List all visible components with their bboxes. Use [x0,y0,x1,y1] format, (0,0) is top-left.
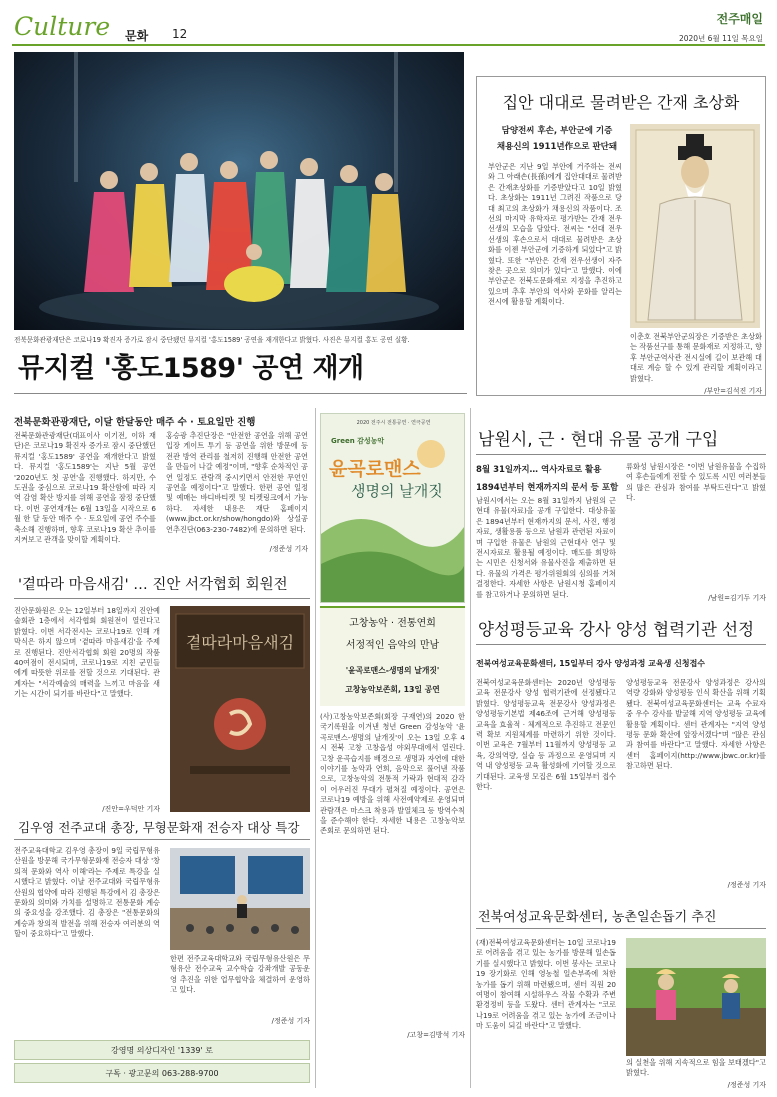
calligraphy-byline: /진안=우덕안 기자 [102,805,160,813]
divider-main-right [470,408,471,1088]
portrait-sub2: 채용신의 1911년作으로 판단돼 [496,142,618,152]
poster-subtitle: 생명의 날개짓 [351,482,443,500]
farm-caption: 의 실천을 위해 지속적으로 힘을 보태겠다"고 밝혔다. [626,1058,766,1078]
namwon-sub1: 8월 31일까지… 역사자료로 활용 [476,465,602,475]
footer-ad-1-text: 강영명 의상디자인 '1339' 로 [111,1045,213,1055]
farm-volunteer-photo [626,938,766,1056]
main-headline: 뮤지컬 '홍도1589' 공연 재개 [18,353,364,384]
promo-title2: 서정적인 음악의 만남 [345,640,440,651]
portrait-body: 부안군은 지난 9일 부안에 거주하는 전씨와 그 아래손(長孫)에게 집안대대로 물려받은 간재초상화를 기증받았다고 10일 밝혔다. 초상화는 1911년 그려진 작품으로 당대 최고의 초상화가 채용신의 작품이다. 조선의 마지막 유학자로 평가받는 간재 전우 선생의 모습을 담았다. 전씨는 "선대 전우 선생의 후손으로서 대대로 물려받은 초상화를 이젠 부안군에 기증하게 되었다"고 밝혔다. 또한 "부안은 간재 전우선생이 자주 찾은 곳으로 의미가 있다"고 말했다. 이에 부안군은 전북도문화재로 지정을 추진하고 있으며 추후 부안의 역사와 문화를 알리는 전시에 활용할 계획이다. [488,162,622,307]
svg-text:곁따라마음새김: 곁따라마음새김 [185,633,295,652]
namwon-rule [476,454,766,455]
yangsung-body-right: 양성평등교육 전문강사 양성과정은 강사의 역량 강화와 양성평등 인식 확산을 위해 기획됐다. 전북여성교육문화센터는 교육 수료자 중 우수 강사를 발굴해 지역 양성평등 교육에 활용할 계획이다. 센터 관계자는 "지역 양성평등 문화 확산에 앞장서겠다"며 "많은 관심과 참여를 바란다"고 말했다. 자세한 사항은 센터 홈페이지(http://www.jbwc.or.kr)를 참고하면 된다. [626,678,766,771]
farm-title: 전북여성교육문화센터, 농촌일손돕기 추진 [478,910,717,925]
footer-ad-1[interactable] [14,1040,310,1060]
calligraphy-title: '곁따라 마음새김' … 진안 서각협회 회원전 [18,577,288,593]
yangsung-body-left: 전북여성교육문화센터는 2020년 양성평등교육 전문강사 양성 협력기관에 선정됐다고 밝혔다. 양성평등교육 전문강사 양성과정은 양성평등기본법 제46조에 근거해 양성평등교육을 효율적 · 체계적으로 추진하고 전문인력 확보 지원체계를 마련하기 위한 것이다. 이번 교육은 7월부터 11월까지 양성평등 교육, 강의역량, 실습 등 과정으로 운영되며 지역 내 양성평등 교육 활성화에 기여할 것으로 기대된다. 교육생 모집은 6월 15일부터 접수한다. [476,678,616,792]
divider-promo-left [315,408,316,1088]
wood-carving-artwork [170,606,310,812]
footer-ad-2-text: 구독 · 광고문의 063-288-9700 [105,1068,219,1078]
farm-rule [476,928,766,929]
lecture-hall-photo [170,848,310,950]
issue-date: 2020년 6월 11일 목요일 [678,34,763,43]
yangsung-rule [476,644,766,645]
footer-ad-2[interactable] [14,1063,310,1083]
poster-label: 2020 전주시 전통공연 · 연극공연 [356,420,431,426]
farm-body: (재)전북여성교육문화센터는 10일 코로나19로 어려움을 겪고 있는 농가를 방문해 일손돕기를 실시했다고 밝혔다. 이번 봉사는 코로나19 장기화로 인해 영농철 일손부족에 처한 농가를 돕기 위해 마련됐으며, 센터 직원 20여명이 참여해 시설하우스 작물 수확과 주변 환경정비 등을 도왔다. 센터 관계자는 "코로나19로 어려움을 겪고 있는 농가에 조금이나마 도움이 되길 바란다"고 말했다. [476,938,616,1031]
poster-title: 윤곡로맨스 [329,458,421,480]
promo-title1: 고창농악 · 전통연희 [349,618,436,629]
main-subtitle: 전북문화관광재단, 이달 한달동안 매주 수 · 토요일만 진행 [14,417,256,428]
calligraphy-rule [14,598,310,599]
promo-sub2: 고창농악보존회, 13일 공연 [345,685,440,694]
portrait-caption: 이춘호 전북부안군의장은 기증받은 초상화는 작품선구를 통해 문화재로 지정하고, 향후 부안군역사관 전시실에 길이 보관해 대대로 계승 할 수 있게 관리할 계획이라고 밝혔다. [630,332,762,383]
main-body-right: 홍승광 추진단장은 "안전한 공연을 위해 공연 입장 게이트 투기 등 공연을 위한 방문에 등 전관 방역 관리를 철저히 진행해 안전한 공연을 만들어 나갈 예정"이며, "향후 순차적인 공연 일정도 관람객 중시키면서 안전한 무언인 공연을 예정이다"고 말했다. 한편 공연 일정 및 예매는 바디바티켓 및 티켓링크에서 가능하다. 자세한 내용은 재단 홈페이지(www.jbct.or.kr/show/hongdo)와 상설공연추진단(063-230-7482)에 문의하면 된다. [166,431,308,534]
main-byline: /정준성 기자 [269,545,308,553]
yangsung-byline: /정준성 기자 [727,881,766,889]
kim-byline: /정준성 기자 [271,1017,310,1025]
main-headline-rule [14,393,467,394]
kim-rule [14,839,310,840]
ganjae-portrait-painting [630,124,760,328]
kim-caption: 한편 전주교육대학교와 국립무형유산원은 무형유산 전수교육 교수학습 강좌개발 공동운영 추진을 위한 업무협약을 체결하여 운영하고 있다. [170,954,310,995]
main-photo-caption: 전북문화관광재단은 코로나19 확진자 증가로 잠시 중단됐던 뮤지컬 '홍도1589' 공연을 재개한다고 밝혔다. 사진은 뮤지컬 홍도 공연 실황. [14,336,410,344]
paper-name: 전주매일 [716,12,763,26]
yangsung-title: 양성평등교육 강사 양성 협력기관 선정 [478,620,755,639]
section-title-en: Culture [14,12,111,41]
page-header [0,0,777,50]
section-title-kr: 문화 [125,29,149,43]
page-number: 12 [172,27,188,41]
portrait-byline: /부안=김석진 기자 [704,387,762,395]
kim-title: 김우영 전주교대 총장, 무형문화재 전승자 대상 특강 [18,820,300,835]
farm-byline: /정준성 기자 [727,1081,766,1089]
calligraphy-body: 진안문화원은 오는 12일부터 18일까지 진안예술회관 1층에서 서각협회 회원전이 열린다고 밝혔다. 이번 서각전시는 코로나19로 인해 개막식은 하지 않으며 '곁따라 마음새김'을 주제로 진행된다. 진안서각협회 회원 20명의 작품 40여점이 전시되며, 코로나19로 지친 군민들에게 따뜻한 위로를 전할 것으로 기대된다. 관계자는 "서각예술의 매력을 느끼고 마음을 새기는 시간이 되기를 바란다"고 말했다. [14,606,160,699]
namwon-body: 남원시에서는 오는 8월 31일까지 남원의 근현대 유물(자료)을 공개 구입한다. 대상유물은 1894년부터 현재까지의 문서, 사진, 행정자료, 생활용품 등으로 남원과 관련된 자료이며 구입한 유물은 남원의 근현대사 연구 및 전시자료로 활용될 예정이다. 매도를 희망하는 시민은 신청서와 유물사진을 제출하면 된다. 유물의 가격은 평가위원회의 심의를 거쳐 결정한다. 자세한 사항은 남원시청 홈페이지를 참고하거나 문의하면 된다. [476,496,616,599]
portrait-sub1: 담양전씨 후손, 부안군에 기증 [501,126,613,136]
poster-top-text: Green 감성농악 [331,437,385,445]
namwon-sub2: 1894년부터 현재까지의 문서 등 포함 [476,483,619,493]
namwon-byline: /남원=김기두 기자 [708,594,766,602]
header-rule [12,44,765,46]
performance-poster [320,413,465,603]
main-body-left: 전북문화관광재단(대표이사 이기전, 이하 재단)은 코로나19 확진자 증가로 잠시 중단했던 뮤지컬 '홍도1589' 공연을 재개한다고 밝혔다. 뮤지컬 '홍도1589'는 지난 5월 공연 '2020년도 첫 공연'을 진행했다. 하지만, 수도권을 중심으로 코로나19 확산함에 따라 지역 감염 확산 방지를 위해 공연을 잠정 중단했다. 이번 공연재개는 6월 13일을 시작으로 6월 한 달 동안 매주 수 · 토요일에 공연 주수를 축소해 진행하며, 향후 코로나19 확산 추이를 지켜보고 관객을 맞이할 계획이다. [14,431,156,545]
kim-body: 전주교육대학교 김우영 총장이 9일 국립무형유산원을 방문해 국가무형문화재 전승자 대상 '창의적 문화와 역사 이해'라는 주제로 특강을 실시했다고 밝혔다. 이날 전주교대와 국립무형유산원의 협약에 따라 진행된 특강에서 김 총장은 문화의 의미와 가치를 설명하고 전통문화 계승의 중요성을 강조했다. 김 총장은 "전통문화의 계승과 창의적 발전을 위해 전승자 여러분의 역할이 중요하다"고 말했다. [14,846,160,939]
musical-stage-photo [14,52,464,330]
promo-body: (사)고창농악보존회(회장 구재연)의 2020 한국기록원을 이겨낸 청년 Green 감성농악 '윤곡로맨스-생명의 날개짓'이 오는 13일 오후 4시 전북 고창 고창읍성 야외무대에서 열린다. 고창 운곡습지를 배경으로 생명과 자연에 대한 이야기를 농악과 연희, 음악으로 풀어낸 작품으로, 고창농악의 전통적 가락과 현대적 감각이 어우러진 무대가 펼쳐질 예정이다. 공연은 코로나19 예방을 위해 사전예약제로 운영되며 관람객은 마스크 착용과 발열체크 등 방역수칙을 준수해야 한다. 자세한 내용은 고창농악보존회로 문의하면 된다. [320,712,465,836]
portrait-title: 집안 대대로 물려받은 간재 초상화 [502,93,740,112]
yangsung-sub: 전북여성교육문화센터, 15일부터 강사 양성과정 교육생 신청접수 [476,659,706,668]
promo-sub1: '윤곡로맨스-생명의 날개짓' [345,666,440,675]
namwon-title: 남원시, 근 · 현대 유물 공개 구입 [478,430,719,450]
namwon-body2: 류화성 남원시장은 "이번 남원유물을 수집하여 후손들에게 전할 수 있도록 시민 여러분들의 많은 관심과 참여를 부탁드린다"고 밝혔다. [626,462,766,503]
promo-byline: /고창=김방석 기자 [407,1031,465,1039]
